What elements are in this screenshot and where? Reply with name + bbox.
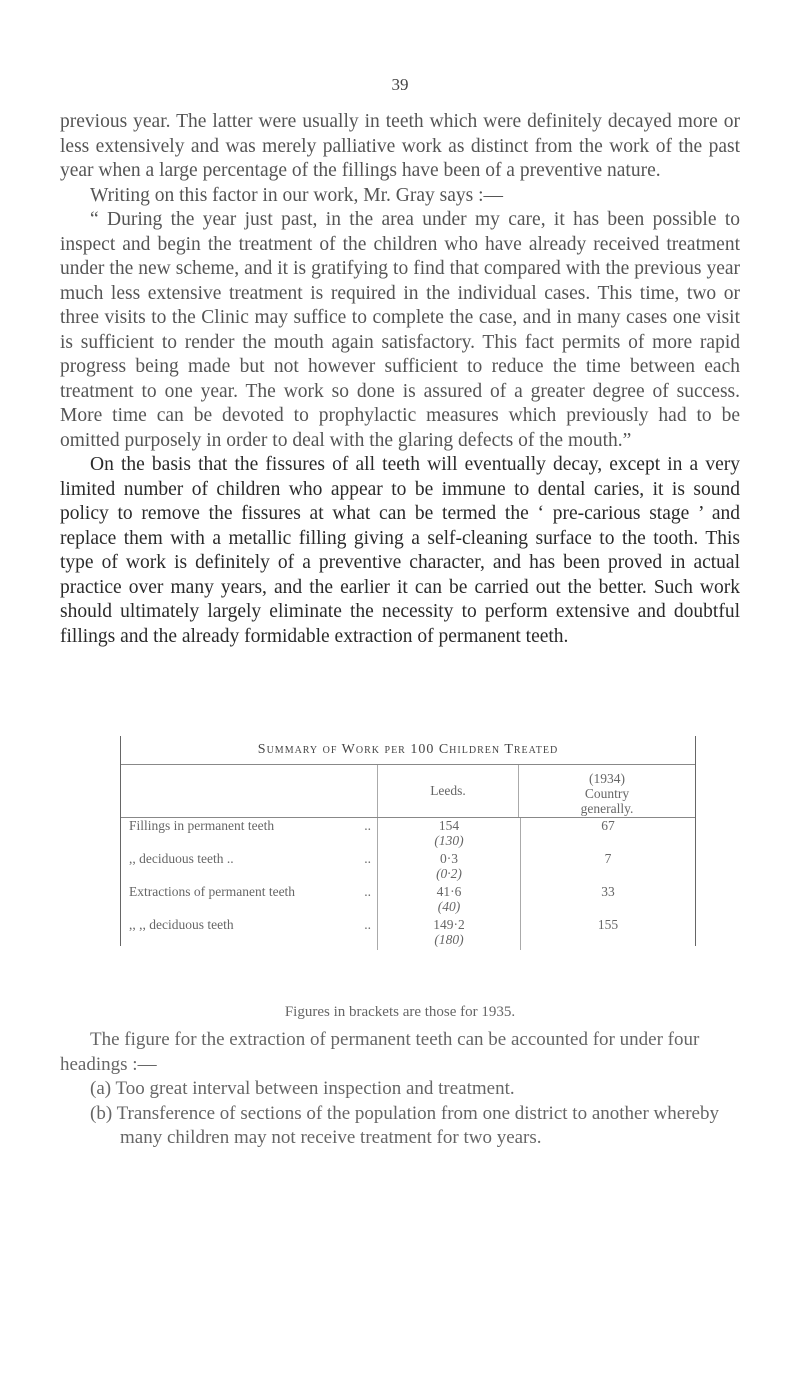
table-row xyxy=(121,851,695,884)
leeds-value: 149·2 xyxy=(433,917,465,932)
list-item xyxy=(90,1102,740,1151)
page-number: 39 xyxy=(391,75,409,94)
row-label: ,, ,, deciduous teeth xyxy=(129,917,234,932)
table-footnote: Figures in brackets are those for 1935. xyxy=(284,1004,516,1020)
post-table-text xyxy=(60,1028,740,1151)
headings-intro: The figure for the extraction of permanent teeth can be accounted for under four headings :— xyxy=(60,1029,700,1075)
row-label: Extractions of permanent teeth xyxy=(129,884,296,899)
paragraph-2: Writing on this factor in our work, Mr. Gray says :— xyxy=(90,184,503,206)
row-dots: .. xyxy=(364,818,371,833)
leeds-1935-value: (0·2) xyxy=(436,866,462,881)
header-leeds: Leeds. xyxy=(377,765,519,817)
row-dots: .. xyxy=(364,884,371,899)
leeds-1935-value: (40) xyxy=(437,899,461,914)
header-country-label: Country xyxy=(584,786,630,801)
list-marker: (b) xyxy=(90,1102,113,1124)
list-item xyxy=(90,1077,740,1102)
table-row xyxy=(121,818,695,851)
header-country xyxy=(519,765,695,817)
list-marker: (a) xyxy=(90,1078,112,1099)
header-country-generally: generally. xyxy=(580,801,634,816)
body-text xyxy=(60,110,740,649)
leeds-value: 41·6 xyxy=(436,884,462,899)
summary-table xyxy=(120,736,696,946)
country-value: 155 xyxy=(597,917,619,932)
paragraph-1: previous year. The latter were usually in teeth which were definitely decayed more or less extensively and was merely palliative work as distinct from the work of the past year when a large percentage of the fillings have been of a preventive nature. xyxy=(60,111,740,181)
row-dots: .. xyxy=(364,851,371,866)
leeds-value: 154 xyxy=(438,818,460,833)
list-text: Transference of sections of the population from one district to another whereby many children may not receive treatment for two years. xyxy=(116,1102,719,1148)
header-country-year: (1934) xyxy=(589,771,625,786)
quote-paragraph: “ During the year just past, in the area under my care, it has been possible to inspect and begin the treatment of the children who have already received treatment under the new scheme, and it is gratifying to find that compared with the previous year much less extensive treatment is required in the individual cases. This time, two or three visits to the Clinic may suffice to complete the case, and in many cases one visit is sufficient to render the mouth again satisfactory. This fact permits of more rapid progress being made but not however sufficient to reduce the time between each treatment to one year. The work so done is assured of a greater degree of success. More time can be devoted to prophylactic measures which previously had to be omitted purposely in order to deal with the glaring defects of the mouth.” xyxy=(60,209,740,451)
list-text: Too great interval between inspection and treatment. xyxy=(115,1078,515,1099)
leeds-1935-value: (130) xyxy=(434,833,464,848)
header-empty xyxy=(121,765,377,817)
table-row xyxy=(121,884,695,917)
table-row xyxy=(121,917,695,950)
row-label: Fillings in permanent teeth xyxy=(129,818,275,833)
country-value: 67 xyxy=(601,818,615,833)
table-header-row xyxy=(121,765,695,818)
country-value: 7 xyxy=(604,851,612,866)
country-value: 33 xyxy=(601,884,615,899)
leeds-value: 0·3 xyxy=(440,851,458,866)
paragraph-4: On the basis that the fissures of all teeth will eventually decay, except in a very limited number of children who appear to be immune to dental caries, it is sound policy to remove the fissures at what can be termed the ‘ pre-carious stage ’ and replace them with a metallic filling giving a self-cleaning surface to the tooth. This type of work is definitely of a preventive character, and has been proved in actual practice over many years, and the earlier it can be carried out the better. Such work should ultimately largely eliminate the necessity to perform extensive and doubtful fillings and the already formidable extraction of permanent teeth. xyxy=(60,454,740,647)
row-label: ,, deciduous teeth .. xyxy=(129,851,234,866)
table-title: Summary of Work per 100 Children Treated xyxy=(121,736,695,765)
leeds-1935-value: (180) xyxy=(434,932,464,947)
row-dots: .. xyxy=(364,917,371,932)
